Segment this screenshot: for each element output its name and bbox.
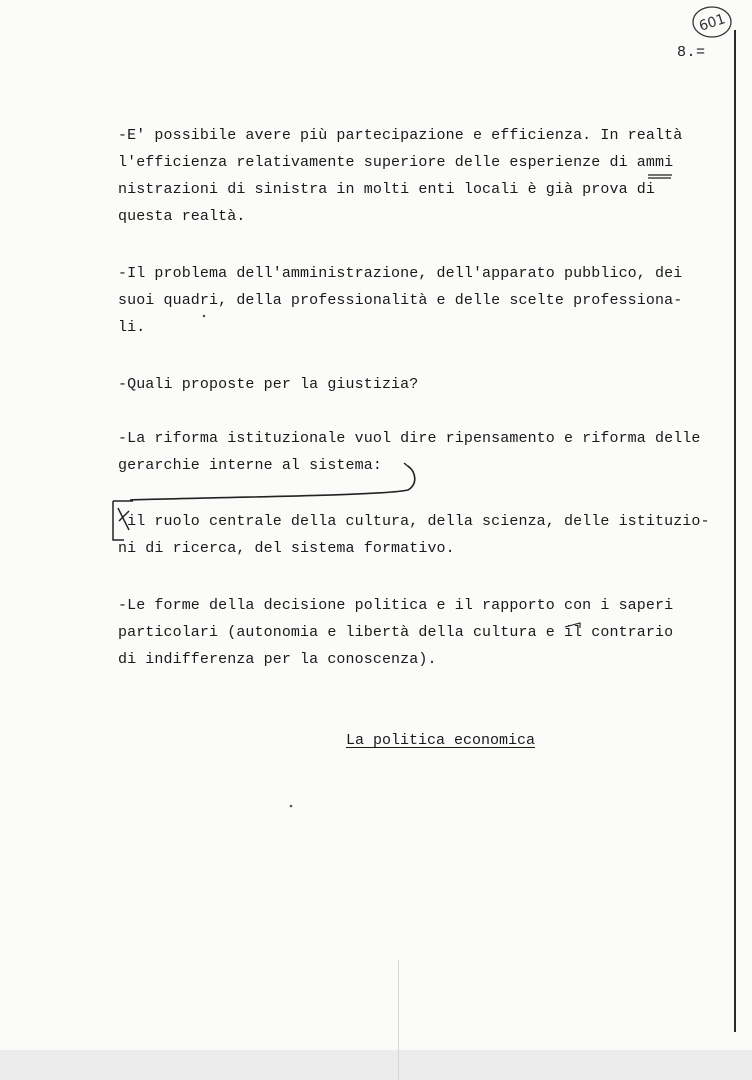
- section-heading: La politica economica: [346, 732, 536, 749]
- paragraph-partecipazione: [118, 122, 682, 230]
- page-right-edge: [734, 30, 736, 1032]
- text-line: -La riforma istituzionale vuol dire ripensamento e riforma delle: [118, 430, 701, 447]
- archive-stamp: [690, 4, 734, 40]
- text-line: gerarchie interne al sistema:: [118, 457, 382, 474]
- page-number: 8.=: [677, 44, 706, 61]
- paragraph-amministrazione: [118, 260, 682, 341]
- svg-text:601: 601: [697, 11, 728, 35]
- paragraph-ruolo-cultura: [118, 508, 710, 562]
- text-line: -Quali proposte per la giustizia?: [118, 376, 419, 393]
- text-line: nistrazioni di sinistra in molti enti locali è già prova di: [118, 181, 655, 198]
- text-line: particolari (autonomia e libertà della cultura e il contrario: [118, 624, 674, 641]
- scan-bottom-shadow: [0, 1050, 752, 1080]
- text-line: l'efficienza relativamente superiore delle esperienze di ammi: [118, 154, 674, 171]
- text-line: -Le forme della decisione politica e il rapporto con i saperi: [118, 597, 674, 614]
- text-line: il ruolo centrale della cultura, della scienza, delle istituzio-: [118, 513, 710, 530]
- paragraph-forme-decisione: [118, 592, 673, 673]
- text-line: di indifferenza per la conoscenza).: [118, 651, 437, 668]
- text-line: li.: [118, 319, 146, 336]
- text-line: -E' possibile avere più partecipazione e efficienza. In realtà: [118, 127, 683, 144]
- ink-dot: [290, 805, 293, 808]
- text-line: -Il problema dell'amministrazione, dell'apparato pubblico, dei: [118, 265, 683, 282]
- text-line: questa realtà.: [118, 208, 246, 225]
- paragraph-giustizia: [118, 371, 418, 398]
- paper-fold-line: [398, 960, 399, 1080]
- paragraph-riforma-istituzionale: [118, 425, 701, 479]
- text-line: ni di ricerca, del sistema formativo.: [118, 540, 455, 557]
- text-line: suoi quadri, della professionalità e delle scelte professiona-: [118, 292, 683, 309]
